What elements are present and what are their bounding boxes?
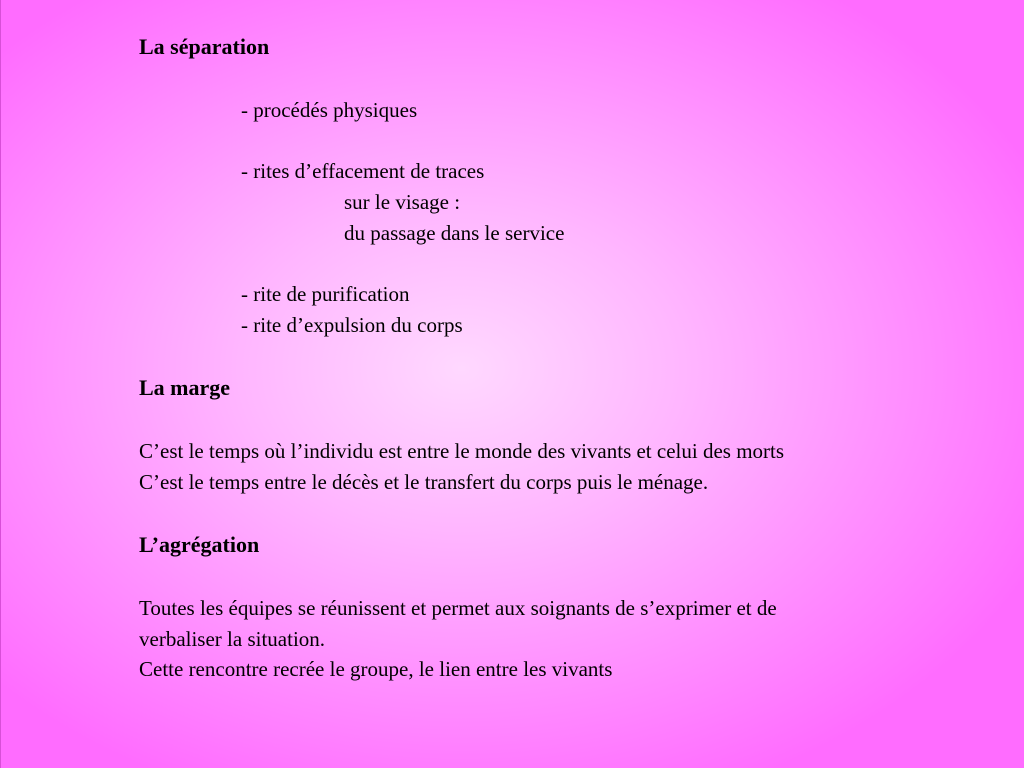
paragraph-line: C’est le temps entre le décès et le transfert du corps puis le ménage. xyxy=(139,470,709,494)
list-item: - rite d’expulsion du corps xyxy=(241,313,463,337)
heading-marge: La marge xyxy=(139,375,231,400)
list-item: - rite de purification xyxy=(241,282,410,306)
paragraph-line: C’est le temps où l’individu est entre le monde des vivants et celui des morts xyxy=(139,439,785,463)
list-item: - rites d’effacement de traces xyxy=(241,159,485,183)
heading-separation: La séparation xyxy=(139,34,270,59)
paragraph-line: verbaliser la situation. xyxy=(139,627,326,651)
paragraph-line: Cette rencontre recrée le groupe, le lien entre les vivants xyxy=(139,657,613,681)
list-item: - procédés physiques xyxy=(241,98,418,122)
list-subitem: du passage dans le service xyxy=(344,221,565,245)
heading-agregation: L’agrégation xyxy=(139,532,260,557)
list-subitem: sur le visage : xyxy=(344,190,461,214)
paragraph-line: Toutes les équipes se réunissent et permet aux soignants de s’exprimer et de xyxy=(139,596,777,620)
